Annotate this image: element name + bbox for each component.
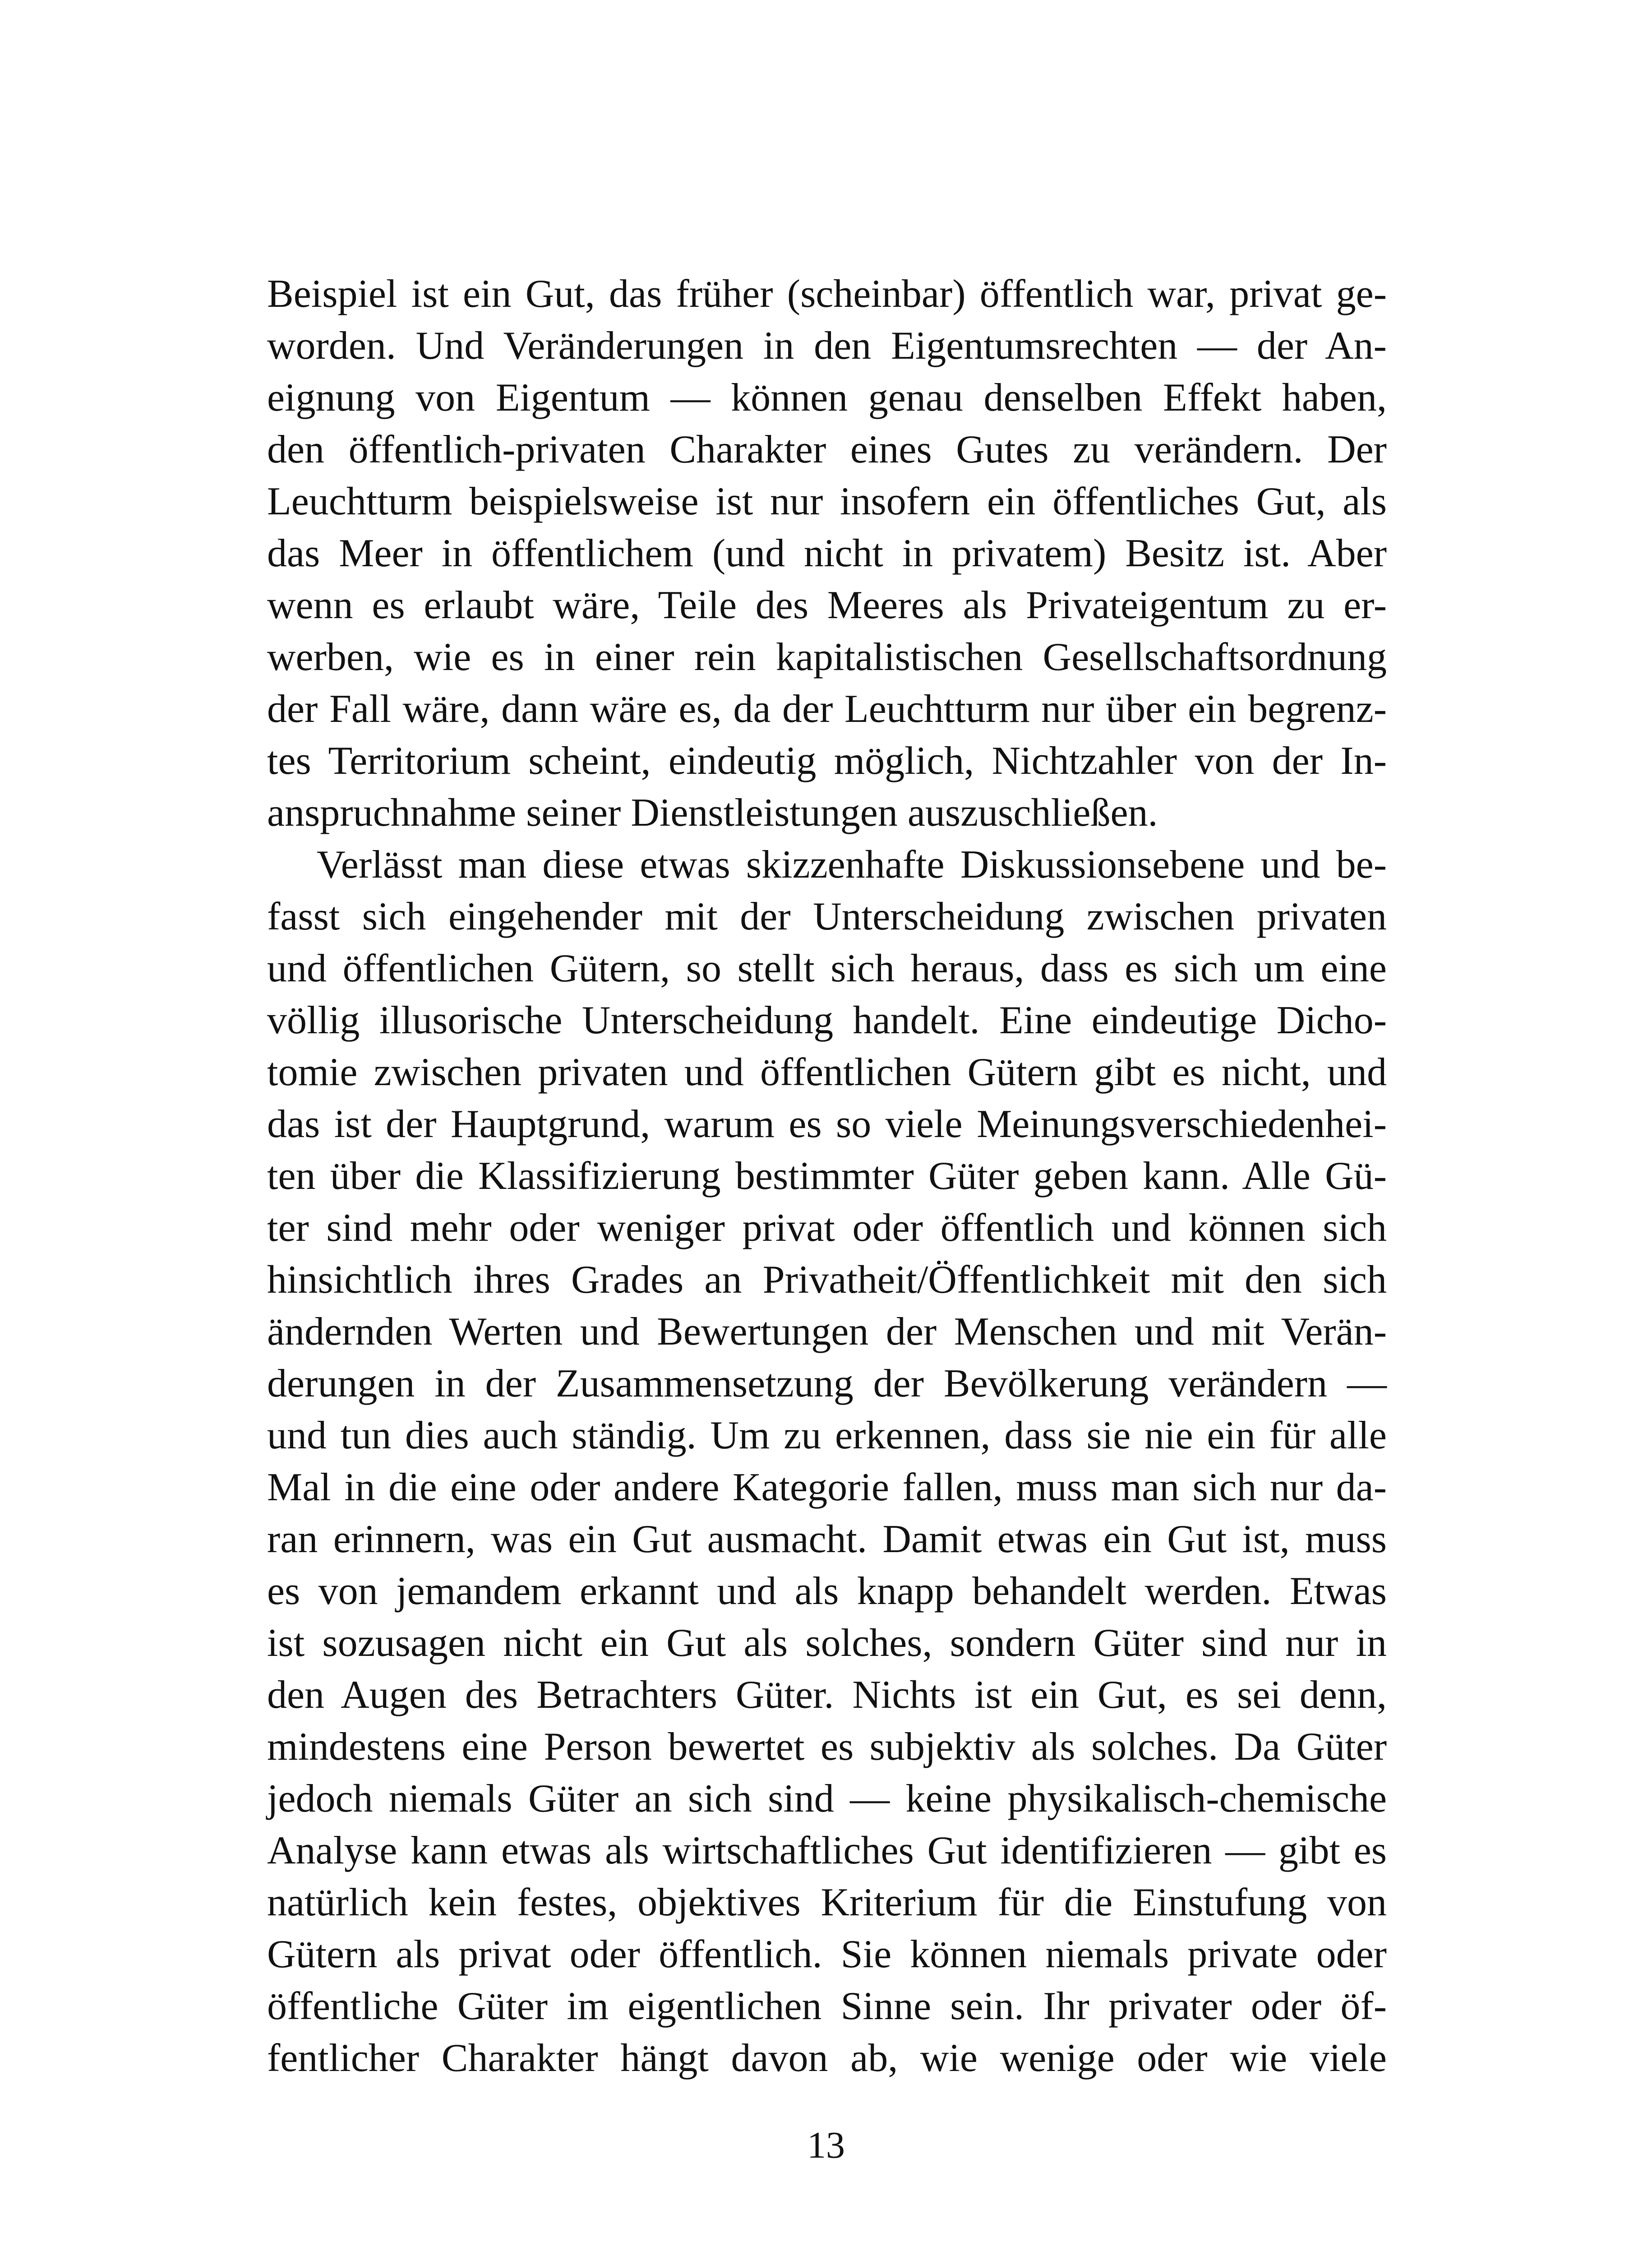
text-line: tomie zwischen privaten und öffentlichen Gütern gibt es nicht, und — [267, 1050, 1387, 1094]
text-line: wenn es erlaubt wäre, Teile des Meeres als Privateigentum zu er- — [267, 583, 1387, 627]
text-line: derungen in der Zusammensetzung der Bevölkerung verändern — — [267, 1362, 1387, 1405]
text-line: Mal in die eine oder andere Kategorie fallen, muss man sich nur da- — [267, 1465, 1387, 1509]
text-line: hinsichtlich ihres Grades an Privatheit/Öffentlichkeit mit den sich — [267, 1258, 1387, 1302]
text-line: Analyse kann etwas als wirtschaftliches Gut identifizieren — gibt es — [267, 1829, 1387, 1872]
text-line: worden. Und Veränderungen in den Eigentumsrechten — der An- — [267, 324, 1387, 368]
text-line: ist sozusagen nicht ein Gut als solches, sondern Güter sind nur in — [267, 1621, 1387, 1665]
text-line: und öffentlichen Gütern, so stellt sich heraus, dass es sich um eine — [267, 947, 1387, 990]
text-line: den Augen des Betrachters Güter. Nichts ist ein Gut, es sei denn, — [267, 1673, 1387, 1717]
text-line: und tun dies auch ständig. Um zu erkennen, dass sie nie ein für alle — [267, 1414, 1387, 1457]
text-line: ter sind mehr oder weniger privat oder öffentlich und können sich — [267, 1206, 1387, 1250]
text-line: völlig illusorische Unterscheidung handelt. Eine eindeutige Dicho- — [267, 999, 1387, 1042]
text-line: den öffentlich-privaten Charakter eines Gutes zu verändern. Der — [267, 428, 1387, 472]
body-text — [267, 268, 1387, 2084]
text-line: der Fall wäre, dann wäre es, da der Leuchtturm nur über ein begrenz- — [267, 687, 1387, 731]
text-line: fasst sich eingehender mit der Unterscheidung zwischen privaten — [267, 895, 1387, 938]
text-line: es von jemandem erkannt und als knapp behandelt werden. Etwas — [267, 1569, 1387, 1613]
text-line: Verlässt man diese etwas skizzenhafte Diskussionsebene und be- — [317, 843, 1387, 887]
text-line: das ist der Hauptgrund, warum es so viele Meinungsverschiedenhei- — [267, 1102, 1387, 1146]
text-line: fentlicher Charakter hängt davon ab, wie wenige oder wie viele — [267, 2036, 1387, 2080]
paragraph-1 — [267, 268, 1387, 839]
page-number: 13 — [807, 2124, 845, 2166]
text-line: ten über die Klassifizierung bestimmter Güter geben kann. Alle Gü- — [267, 1154, 1387, 1198]
text-line: Beispiel ist ein Gut, das früher (scheinbar) öffentlich war, privat ge- — [267, 272, 1387, 316]
text-line: anspruchnahme seiner Dienstleistungen auszuschließen. — [267, 791, 1158, 835]
text-line: natürlich kein festes, objektives Kriterium für die Einstufung von — [267, 1881, 1387, 1924]
text-line: Gütern als privat oder öffentlich. Sie können niemals private oder — [267, 1932, 1387, 1976]
text-line: tes Territorium scheint, eindeutig möglich, Nichtzahler von der In- — [267, 739, 1387, 783]
text-line: ran erinnern, was ein Gut ausmacht. Damit etwas ein Gut ist, muss — [267, 1517, 1387, 1561]
text-line: mindestens eine Person bewertet es subjektiv als solches. Da Güter — [267, 1725, 1387, 1769]
text-line: jedoch niemals Güter an sich sind — keine physikalisch-chemische — [267, 1777, 1387, 1821]
paragraph-2 — [267, 839, 1387, 2084]
text-line: eignung von Eigentum — können genau denselben Effekt haben, — [267, 376, 1387, 420]
text-line: ändernden Werten und Bewertungen der Menschen und mit Verän- — [267, 1310, 1387, 1354]
text-line: öffentliche Güter im eigentlichen Sinne sein. Ihr privater oder öf- — [267, 1984, 1387, 2028]
text-line: das Meer in öffentlichem (und nicht in privatem) Besitz ist. Aber — [267, 532, 1387, 575]
text-line: werben, wie es in einer rein kapitalistischen Gesellschaftsordnung — [267, 635, 1387, 679]
text-line: Leuchtturm beispielsweise ist nur insofern ein öffentliches Gut, als — [267, 480, 1387, 523]
